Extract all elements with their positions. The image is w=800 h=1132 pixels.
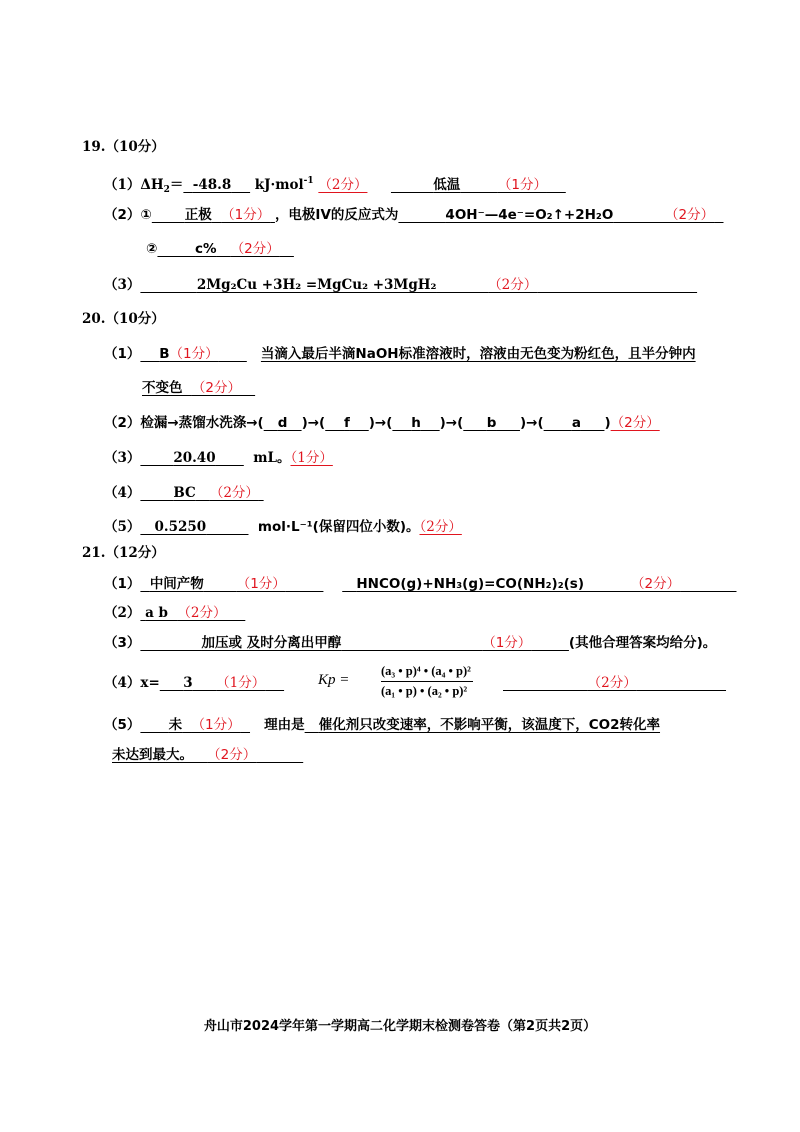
- q21-p5-reason: 催化剂只改变速率，不影响平衡，该温度下，CO2转化率: [318, 717, 661, 733]
- q21-p2: [104, 604, 245, 622]
- q19-p2b-label: ②: [146, 241, 158, 257]
- page-footer: 舟山市2024学年第一学期高二化学期末检测卷答卷（第2页共2页）: [203, 1019, 597, 1034]
- q20-p3: [104, 449, 333, 467]
- q19-p1-sub: 2: [163, 185, 170, 195]
- q20-p2: （2）检漏→蒸馏水洗涤→( d )→( f )→( h )→( b )→( a )（2分）: [104, 415, 660, 431]
- q19-p3-label: （3）: [104, 277, 141, 293]
- q20-p5-unit: mol·L⁻¹(保留四位小数)。: [257, 519, 420, 535]
- q20-p3-answer: 20.40: [173, 450, 216, 466]
- q20-p1: [104, 345, 696, 363]
- kp-numerator: (a₃ • p)⁴ • (a₄ • p)²: [381, 664, 473, 682]
- q19-p2-mid: ，电极IV的反应式为: [274, 207, 399, 223]
- q21-p4: [104, 674, 284, 692]
- q20-p2-label: （2）检漏→蒸馏水洗涤→(: [104, 415, 264, 431]
- q20-p1-cont: [142, 379, 255, 397]
- q21-p5: [104, 716, 660, 734]
- q19-p2b-answer: c% （2分）: [195, 241, 280, 257]
- q21-p2-answer: a b （2分）: [145, 605, 227, 621]
- q21-p5-label: （5）: [104, 717, 141, 733]
- q21-p1-label: （1）: [104, 576, 141, 592]
- q21-p4-score2-blank: （2分）: [587, 675, 637, 691]
- q20-p2-a3: h: [411, 415, 421, 431]
- q21-p1-answer1: 中间产物 （1分）: [149, 576, 286, 592]
- q21-p4-answer: 3 （1分）: [183, 675, 266, 691]
- q20-p5-score: （2分）: [419, 519, 462, 535]
- q20-p3-score: （1分）: [290, 450, 333, 466]
- q19-p2-label: （2）①: [104, 207, 152, 223]
- q21-p2-label: （2）: [104, 605, 141, 621]
- q19-p3-answer: 2Mg₂Cu +3H₂ =MgCu₂ +3MgH₂ （2分）: [196, 277, 538, 293]
- q19-p1-answer: -48.8: [192, 177, 232, 193]
- q20-p4-label: （4）: [104, 485, 141, 501]
- q20-p5-label: （5）: [104, 519, 141, 535]
- q21-p5-reason2: 未达到最大。 （2分）: [112, 747, 257, 763]
- q20-p3-label: （3）: [104, 450, 141, 466]
- q20-title: 20.（10分）: [82, 311, 165, 327]
- q20-p3-unit: mL。: [253, 450, 291, 466]
- q19-p2b: [146, 240, 294, 258]
- q19-p1-eq: ＝: [169, 177, 184, 193]
- q20-p1-label: （1）: [104, 346, 141, 362]
- q21-p3: [104, 634, 716, 652]
- kp-symbol: Kp =: [318, 672, 350, 688]
- q19-p1: [104, 172, 566, 199]
- q20-p1-text2: 不变色 （2分）: [142, 380, 241, 396]
- q21-p1-answer2: HNCO(g)+NH₃(g)=CO(NH₂)₂(s) （2分）: [356, 576, 681, 592]
- q21-p4-label: （4）x=: [104, 675, 160, 691]
- q21-p3-note: (其他合理答案均给分)。: [568, 635, 717, 651]
- q19-p3: [104, 276, 697, 294]
- q20-p5-answer: 0.5250: [154, 519, 207, 535]
- kp-expression: [381, 664, 473, 699]
- q20-p2-a1: d: [277, 415, 288, 431]
- q19-p2-answer2: 4OH⁻—4e⁻=O₂↑+2H₂O （2分）: [445, 207, 715, 223]
- q19-p1-answer2: 低温 （1分）: [433, 177, 547, 193]
- q21-p4-score2: [503, 674, 726, 692]
- q20-p4: [104, 484, 264, 502]
- q21-title: 21.（12分）: [82, 545, 165, 561]
- q19-p1-unit: kJ·mol: [254, 177, 304, 193]
- q20-p2-score: （2分）: [610, 415, 660, 431]
- q21-p1: [104, 575, 737, 593]
- q20-p2-a2: f: [344, 415, 350, 431]
- q21-p5-mid: 理由是: [264, 717, 305, 733]
- q19-p2: [104, 206, 724, 224]
- q21-p5-answer: 未 （1分）: [168, 717, 241, 733]
- q19-title: 19.（10分）: [82, 139, 165, 155]
- q20-p5: [104, 518, 462, 536]
- q20-p2-a4: b: [486, 415, 497, 431]
- q20-p1-answer: B（1分）: [159, 346, 219, 362]
- q20-p2-a5: a: [571, 415, 581, 431]
- q19-p1-score1: （2分）: [318, 177, 368, 193]
- q21-p3-label: （3）: [104, 635, 141, 651]
- q19-p1-label: （1）ΔH: [104, 177, 164, 193]
- q20-p4-answer: BC （2分）: [173, 485, 259, 501]
- q19-p2-answer1: 正极 （1分）: [184, 207, 271, 223]
- kp-denominator: (a₁ • p) • (a₂ • p)²: [381, 684, 468, 698]
- q21-p5-cont: [112, 746, 303, 764]
- q21-p3-answer: 加压或 及时分离出甲醇 （1分）: [201, 635, 532, 651]
- q19-p1-unit-sup: -1: [303, 176, 314, 186]
- q20-p1-text: 当滴入最后半滴NaOH标准溶液时，溶液由无色变为粉红色，且半分钟内: [260, 346, 696, 362]
